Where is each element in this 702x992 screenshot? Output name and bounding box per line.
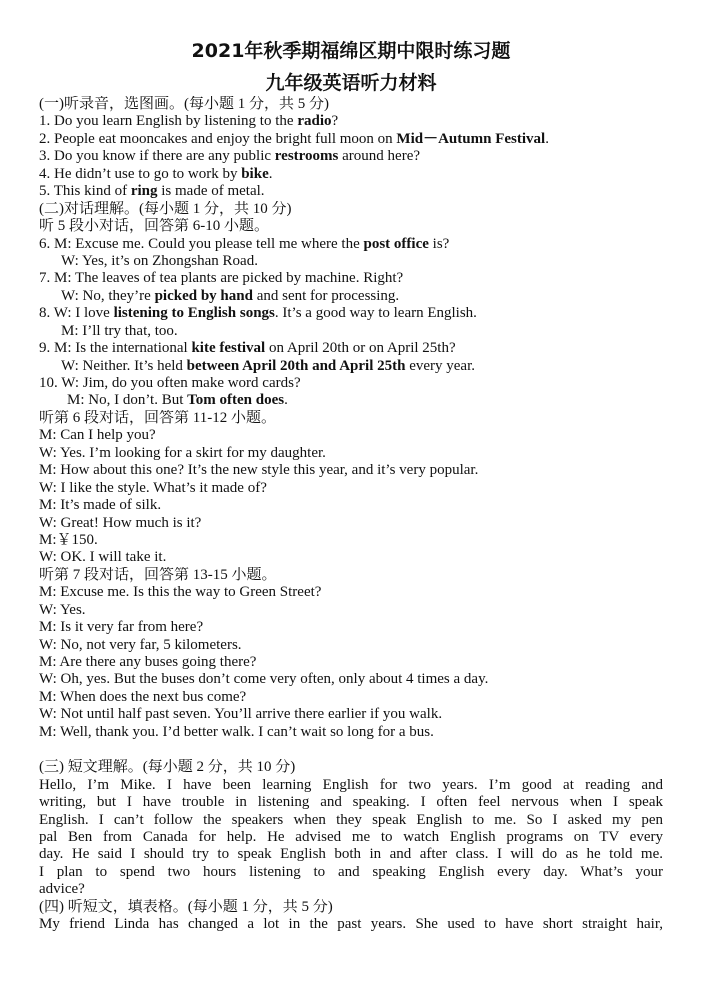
dialog-line	[39, 270, 663, 287]
dialog-line: M:￥150.	[39, 531, 98, 548]
passage-line: pal Ben from Canada for help. He advised me to watch English programs on TV every	[39, 828, 663, 845]
line-text: 1. Do you learn English by listening to the	[39, 113, 298, 130]
dialog-line: M: Are there any buses going there?	[39, 654, 257, 670]
section-gap	[39, 741, 663, 759]
line-text: 4. He didn’t use to go to work by	[39, 165, 242, 182]
document-title: 2021年秋季期福绵区期中限时练习题	[191, 40, 511, 62]
line-text: .	[545, 130, 549, 147]
dialog-line: M: Can I help you?	[39, 427, 156, 444]
key-answer: Tom often does	[187, 392, 285, 409]
line-text: 5. This kind of	[39, 183, 131, 200]
passage-line: I plan to spend two hours listening to and speaking English every day. What’s your	[39, 863, 663, 880]
dialog-6	[39, 427, 663, 567]
section1-heading: (一)听录音，选图画。(每小题 1 分，共 5 分)	[39, 96, 329, 112]
key-answer: picked by hand	[154, 287, 253, 304]
dialog-line	[39, 305, 663, 322]
dialog-7	[39, 584, 663, 741]
passage-line: advice?	[39, 881, 85, 898]
passage-line: writing, but I have trouble in listening and speaking. I often feel nervous when I speak	[39, 794, 663, 811]
line-text: 9. M: Is the international	[39, 340, 192, 357]
line-text: .	[284, 392, 288, 409]
key-answer: Mid－Autumn Festival	[396, 130, 546, 147]
dialog-line: W: No, not very far, 5 kilometers.	[39, 636, 242, 653]
section2-heading: (二)对话理解。(每小题 1 分，共 10 分)	[39, 200, 292, 217]
dialog-line: M: It’s made of silk.	[39, 497, 162, 514]
dialog-line	[39, 340, 663, 357]
line-text: around here?	[338, 148, 421, 165]
section3-passage	[39, 777, 663, 899]
line-text: ?	[331, 113, 339, 130]
section2-instruction-2: 听第 6 段对话，回答第 11-12 小题。	[39, 409, 276, 426]
section4-passage	[39, 916, 663, 933]
dialog-line	[39, 253, 663, 270]
line-text: 10. W: Jim, do you often make word cards?	[39, 375, 301, 391]
section2-instruction-3: 听第 7 段对话，回答第 13-15 小题。	[39, 566, 277, 583]
section2-instruction-1: 听 5 段小对话，回答第 6-10 小题。	[39, 218, 269, 235]
dialog-line	[39, 358, 663, 375]
passage-line: My friend Linda has changed a lot in the past years. She used to have short straight hair,	[39, 916, 663, 933]
question-item	[39, 148, 663, 165]
line-text: M: I’ll try that, too.	[61, 322, 178, 339]
dialog-line: M: Excuse me. Is this the way to Green Street?	[39, 584, 322, 601]
dialog-line: W: I like the style. What’s it made of?	[39, 479, 267, 496]
dialog-line: W: Yes. I’m looking for a skirt for my daughter.	[39, 444, 326, 461]
line-text: 2. People eat mooncakes and enjoy the bright full moon on	[39, 130, 397, 147]
line-text: . It’s a good way to learn English.	[274, 305, 477, 322]
section1-items	[39, 113, 663, 200]
dialog-line: M: Is it very far from here?	[39, 619, 204, 636]
key-answer: ring	[130, 183, 158, 200]
dialog-line: W: Yes.	[39, 601, 86, 618]
passage-line: Hello, I’m Mike. I have been learning English for two years. I’m good at reading and	[39, 776, 663, 793]
key-answer: restrooms	[274, 148, 339, 165]
line-text: on April 20th or on April 25th?	[265, 340, 456, 357]
line-text: M: No, I don’t. But	[67, 392, 188, 409]
key-answer: kite festival	[191, 340, 266, 357]
question-item	[39, 183, 663, 200]
section3-heading: (三) 短文理解。(每小题 2 分，共 10 分)	[39, 759, 296, 776]
line-text: 3. Do you know if there are any public	[39, 148, 275, 165]
key-answer: listening to English songs	[113, 305, 275, 322]
line-text: 8. W: I love	[39, 305, 114, 322]
dialog-line: M: When does the next bus come?	[39, 688, 247, 705]
dialog-line	[39, 392, 663, 409]
line-text: .	[268, 165, 273, 182]
dialog-line: W: Great! How much is it?	[39, 514, 202, 531]
line-text: W: No, they’re	[61, 287, 155, 304]
key-answer: between April 20th and April 25th	[186, 357, 406, 374]
line-text: every year.	[405, 357, 475, 374]
line-text: is?	[428, 235, 450, 252]
section2-short-dialogs	[39, 236, 663, 410]
line-text: 6. M: Excuse me. Could you please tell me where the	[39, 235, 364, 252]
passage-line: English. I can’t follow the speakers when they speak English to me. So I asked my pen	[39, 811, 663, 828]
key-answer: bike	[241, 165, 269, 182]
document-body	[39, 96, 663, 934]
document-subtitle: 九年级英语听力材料	[265, 72, 437, 94]
dialog-line	[39, 375, 663, 392]
section4-heading: (四) 听短文，填表格。(每小题 1 分，共 5 分)	[39, 898, 333, 915]
dialog-line: W: Not until half past seven. You’ll arrive there earlier if you walk.	[39, 706, 443, 723]
key-answer: radio	[297, 113, 332, 130]
line-text: and sent for processing.	[252, 287, 400, 304]
passage-line: day. He said I should try to speak English both in and after class. I will do as he told me.	[39, 846, 663, 863]
line-text: W: Yes, it’s on Zhongshan Road.	[61, 252, 258, 269]
question-item	[39, 131, 663, 148]
line-text: W: Neither. It’s held	[61, 357, 187, 374]
dialog-line	[39, 288, 663, 305]
key-answer: post office	[363, 235, 429, 252]
dialog-line: M: How about this one? It’s the new style this year, and it’s very popular.	[39, 462, 479, 479]
line-text: 7. M: The leaves of tea plants are picked by machine. Right?	[39, 270, 404, 287]
question-item	[39, 166, 663, 183]
dialog-line: W: Oh, yes. But the buses don’t come very often, only about 4 times a day.	[39, 671, 489, 688]
dialog-line	[39, 323, 663, 340]
dialog-line	[39, 236, 663, 253]
dialog-line: W: OK. I will take it.	[39, 549, 167, 566]
question-item	[39, 113, 663, 130]
dialog-line: M: Well, thank you. I’d better walk. I can’t wait so long for a bus.	[39, 723, 434, 740]
line-text: is made of metal.	[157, 183, 265, 200]
